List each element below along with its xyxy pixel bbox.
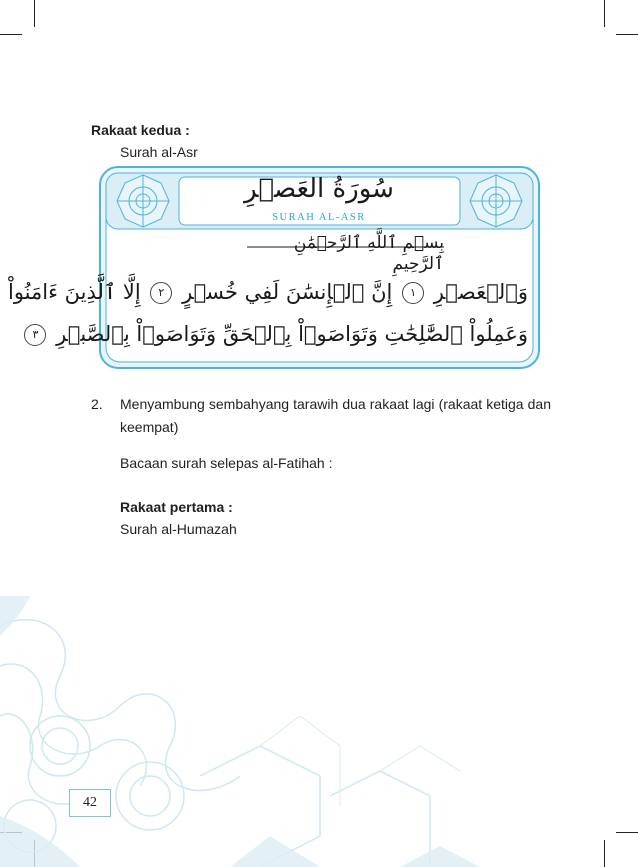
bacaan-text: Bacaan surah selepas al-Fatihah : — [120, 455, 333, 471]
ayah-text: إِلَّا ٱلَّذِينَ ءَامَنُواْ — [7, 280, 141, 304]
ayah-number: ٢ — [150, 282, 172, 304]
crop-mark — [604, 0, 605, 27]
surah-arabic-title: سُورَةُ العَصۡرِ — [244, 174, 394, 204]
list-item-2 — [91, 393, 551, 439]
surah-humazah-label: Surah al-Humazah — [120, 521, 237, 537]
ayah-text: إِنَّ ٱلۡإِنسَٰنَ لَفِي خُسۡرٍ — [182, 280, 393, 304]
ayah-number: ٣ — [24, 324, 46, 346]
heading-rakaat-pertama: Rakaat pertama : — [120, 499, 233, 515]
crop-mark — [34, 0, 35, 27]
decorative-pattern — [0, 596, 638, 867]
ayah-number: ١ — [402, 282, 424, 304]
surah-latin-title: SURAH AL-ASR — [272, 212, 366, 223]
ayah-line-2 — [32, 322, 528, 346]
item-number: 2. — [91, 396, 103, 412]
page-number: 42 — [69, 789, 111, 817]
crop-mark — [616, 34, 638, 35]
basmala: بِسۡمِ ٱللَّهِ ٱلرَّحۡمَٰنِ ٱلرَّحِيمِ — [293, 233, 444, 274]
ayah-line-1 — [7, 280, 528, 304]
ayah-text: وَعَمِلُواْ ٱلصَّٰلِحَٰتِ وَتَوَاصَوۡاْ بِٱلۡحَقِّ وَتَوَاصَوۡاْ بِٱلصَّبۡرِ — [56, 322, 528, 346]
heading-rakaat-kedua: Rakaat kedua : — [91, 122, 190, 138]
crop-mark — [0, 34, 22, 35]
item-text: Menyambung sembahyang tarawih dua rakaat lagi (rakaat ketiga dan keempat) — [120, 396, 551, 435]
surah-asr-label: Surah al-Asr — [120, 144, 198, 160]
ayah-text: وَٱلۡعَصۡرِ — [433, 280, 528, 304]
